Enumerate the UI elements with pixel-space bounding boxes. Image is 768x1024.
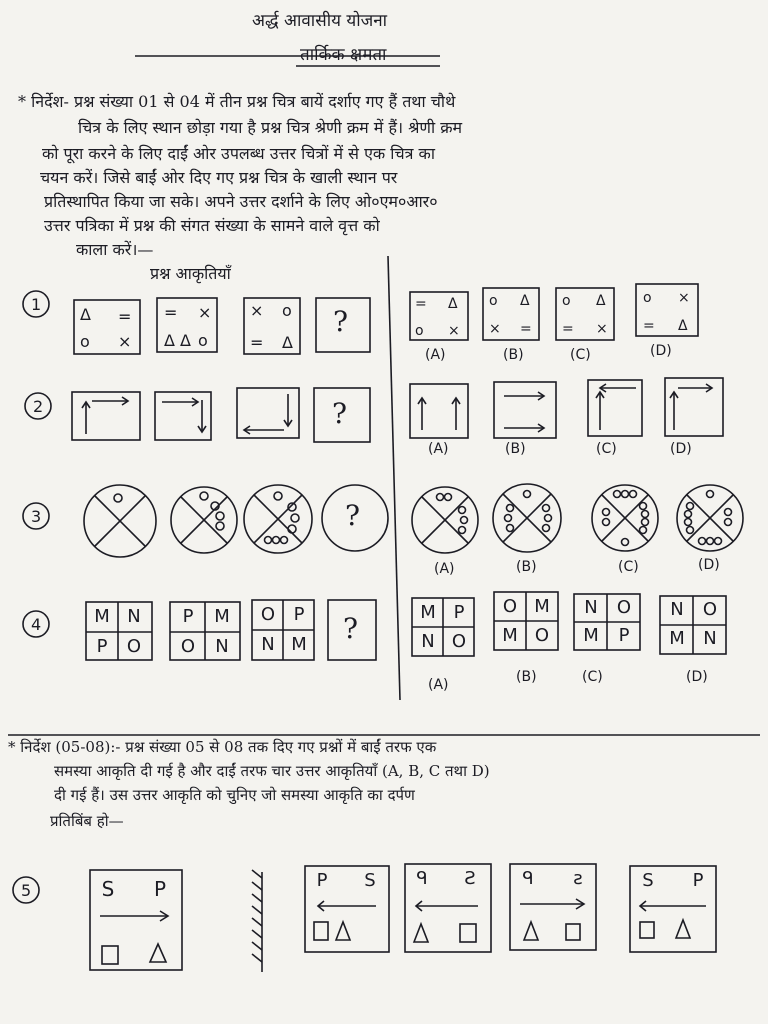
grid-letter: M [669,628,685,649]
circle-symbol: o [282,301,292,320]
equals-symbol: = [118,307,132,326]
grid-letter: N [261,634,275,655]
vertical-divider [388,256,400,700]
q3-option-b [493,484,561,552]
question-number: 3 [31,507,42,526]
svg-text:Δ: Δ [448,296,458,312]
grid-letter: N [421,631,435,652]
figure-letter: S [642,870,654,891]
grid-letter: M [214,606,230,627]
page-subtitle: तार्किक क्षमता [300,45,387,65]
grid-letter: P [618,625,630,646]
figure-letter: Ƨ [464,868,476,889]
triangle-symbol: Δ [80,305,91,324]
cross-symbol: × [250,301,264,320]
q3-figure-2 [171,487,237,553]
q2-option-a [410,384,468,438]
grid-letter: P [96,636,108,657]
q2-figure-1 [72,392,140,440]
instruction-line: प्रतिस्थापित किया जा सके। अपने उत्तर दर्शाने के लिए ओ०एम०आर० [44,192,438,211]
grid-letter: O [180,636,196,657]
figure-letter: P [316,870,328,891]
grid-letter: O [616,597,632,618]
instruction-line: समस्या आकृति दी गई है और दाईं तरफ चार उत्तर आकृतियाँ (A, B, C तथा D) [54,762,490,780]
svg-text:o: o [415,323,424,339]
instruction-line: * निर्देश- प्रश्न संख्या 01 से 04 में तीन प्रश्न चित्र बायें दर्शाए गए हैं तथा चौथे [18,92,456,111]
option-label: (C) [582,669,603,685]
instruction-line: काला करें।— [76,240,154,259]
grid-letter: N [584,597,598,618]
instruction-line: उत्तर पत्रिका में प्रश्न की संगत संख्या के सामने वाले वृत्त को [44,216,380,235]
svg-text:Δ: Δ [520,293,530,309]
svg-text:o: o [562,293,571,309]
grid-letter: O [702,599,718,620]
instruction-line: चयन करें। जिसे बाईं ओर दिए गए प्रश्न चित्र के खाली स्थान पर [40,168,398,187]
grid-letter: M [94,606,110,627]
grid-letter: N [670,599,684,620]
question-number: 4 [31,615,42,634]
grid-letter: O [451,631,467,652]
option-label: (C) [618,559,639,575]
svg-text:o: o [643,290,652,306]
option-label: (B) [505,441,526,457]
triangle-symbol: Δ [180,331,191,350]
instruction-line: * निर्देश (05-08):- प्रश्न संख्या 05 से 08 तक दिए गए प्रश्नों में बाईं तरफ एक [8,738,437,756]
question-mark: ? [345,499,361,532]
svg-text:=: = [520,321,532,337]
grid-letter: P [182,606,194,627]
q3-option-d [677,485,743,551]
circle-symbol: o [198,331,208,350]
triangle-symbol: Δ [282,333,293,352]
grid-letter: N [215,636,229,657]
question-mark: ? [332,397,348,430]
grid-letter: O [534,625,550,646]
equals-symbol: = [164,303,178,322]
grid-letter: O [502,596,518,617]
svg-text:=: = [643,318,655,334]
figure-letter: ƨ [573,868,583,889]
instruction-line: दी गई हैं। उस उत्तर आकृति को चुनिए जो समस्या आकृति का दर्पण [54,786,415,804]
grid-letter: P [453,602,465,623]
question-mark: ? [333,305,349,338]
svg-text:×: × [678,290,690,306]
page-title: अर्द्ध आवासीय योजना [252,11,388,31]
svg-text:×: × [596,321,608,337]
option-label: (A) [434,561,455,577]
question-mark: ? [343,612,359,645]
cross-symbol: × [118,332,132,351]
question-number: 5 [21,881,32,900]
q3-option-c [592,485,658,551]
grid-letter: N [703,628,717,649]
option-label: (D) [686,669,708,685]
circle-symbol: o [80,332,90,351]
instruction-line: चित्र के लिए स्थान छोड़ा गया है प्रश्न चित्र श्रेणी क्रम में हैं। श्रेणी क्रम [78,118,463,137]
option-label: (A) [428,441,449,457]
instruction-line: प्रतिबिंब हो— [50,812,124,830]
grid-letter: M [291,634,307,655]
option-label: (D) [698,557,720,573]
grid-letter: M [420,602,436,623]
grid-letter: N [127,606,141,627]
question-number: 1 [31,295,42,314]
figure-letter: P [692,870,704,891]
grid-letter: O [126,636,142,657]
figure-letter: S [364,870,376,891]
figure-letter: P [153,877,167,901]
cross-symbol: × [198,303,212,322]
figure-letter: S [101,877,115,901]
grid-letter: M [583,625,599,646]
svg-text:o: o [489,293,498,309]
grid-letter: O [260,604,276,625]
section-heading: प्रश्न आकृतियाँ [150,264,231,283]
grid-letter: M [534,596,550,617]
figure-letter: ᑫ [416,868,428,889]
question-number: 2 [33,397,44,416]
option-label: (A) [428,677,449,693]
svg-text:Δ: Δ [678,318,688,334]
svg-text:=: = [562,321,574,337]
q2-option-b [494,382,556,438]
option-label: (C) [570,347,591,363]
svg-text:=: = [415,296,427,312]
option-label: (B) [516,559,537,575]
option-label: (D) [670,441,692,457]
svg-text:×: × [448,323,460,339]
grid-letter: P [293,604,305,625]
svg-text:Δ: Δ [596,293,606,309]
option-label: (A) [425,347,446,363]
svg-text:×: × [489,321,501,337]
instruction-line: को पूरा करने के लिए दाईं ओर उपलब्ध उत्तर चित्रों में से एक चित्र का [42,144,435,163]
option-label: (B) [503,347,524,363]
option-label: (B) [516,669,537,685]
figure-letter: ᑫ [522,868,534,889]
q3-option-a [412,487,478,553]
equals-symbol: = [250,333,264,352]
grid-letter: M [502,625,518,646]
triangle-symbol: Δ [164,331,175,350]
mirror-line [252,870,262,972]
option-label: (C) [596,441,617,457]
q3-figure-1 [84,485,156,557]
q3-figure-3 [244,485,312,553]
option-label: (D) [650,343,672,359]
